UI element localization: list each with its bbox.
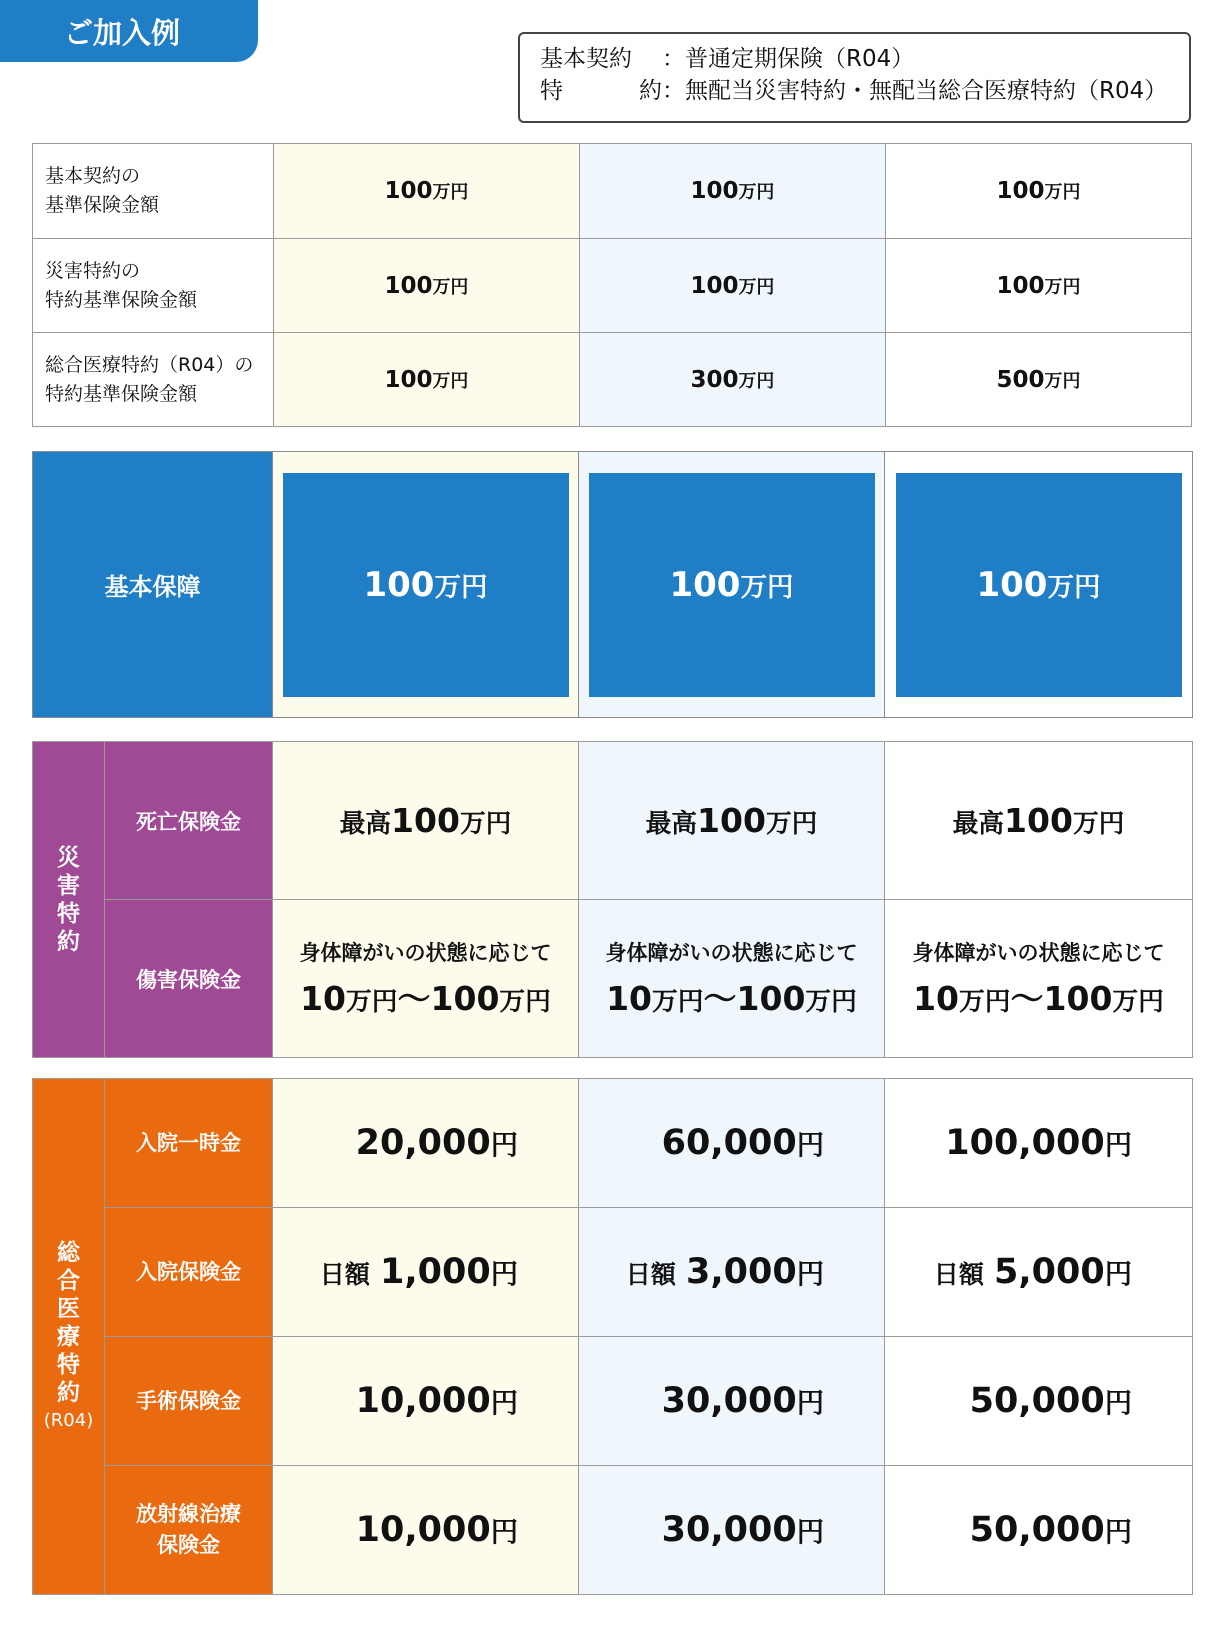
range-sep: ～ [1010, 979, 1044, 1018]
daily-prefix: 日額 [319, 1260, 370, 1289]
injury-note: 身体障がいの状態に応じて [912, 941, 1165, 965]
unit: 万円 [432, 370, 469, 392]
benefit-cell [273, 1208, 579, 1337]
benefit-cell [885, 1466, 1193, 1595]
benefit-label [105, 1337, 273, 1466]
amount-value: 60,000 [661, 1123, 797, 1163]
base-amount-table [32, 143, 1192, 427]
unit: 円 [1104, 1388, 1132, 1419]
unit: 万円 [738, 370, 775, 392]
contract-rider-key [540, 75, 662, 107]
table-row [33, 1466, 1193, 1595]
unit: 万円 [959, 987, 1011, 1017]
unit: 万円 [499, 987, 551, 1017]
contract-base-row [540, 43, 1189, 75]
table-row [33, 1208, 1193, 1337]
amount-value: 3,000 [685, 1252, 797, 1292]
unit: 万円 [1047, 572, 1101, 603]
basic-coverage-box [896, 473, 1182, 697]
row-label-line: 特約基準保険金額 [45, 382, 198, 405]
amount-value: 100 [996, 178, 1045, 204]
vertical-char: 害 [57, 872, 80, 899]
amount-cell [273, 144, 579, 239]
amount-value: 30,000 [661, 1510, 797, 1550]
table-row [33, 900, 1193, 1058]
disaster-rider-table [32, 741, 1193, 1058]
amount-value: 50,000 [969, 1381, 1105, 1421]
medical-rider-table [32, 1078, 1193, 1595]
amount-value: 100 [690, 178, 739, 204]
amount-value: 100 [976, 564, 1048, 605]
contract-colon: ： [662, 46, 685, 72]
vertical-char: 約 [57, 1379, 80, 1406]
vertical-sub: (R04) [43, 1409, 94, 1431]
amount-cell [579, 333, 885, 427]
row-label [33, 144, 274, 239]
row-label-line: 特約基準保険金額 [45, 288, 198, 311]
benefit-cell [579, 1079, 885, 1208]
amount-value: 5,000 [993, 1252, 1105, 1292]
disaster-rider-category [33, 742, 105, 1058]
benefit-cell [885, 1337, 1193, 1466]
unit: 万円 [805, 987, 857, 1017]
unit: 円 [490, 1130, 518, 1161]
unit: 円 [1104, 1130, 1132, 1161]
amount-cell [885, 144, 1191, 239]
amount-value: 100 [1004, 801, 1073, 840]
amount-value: 100,000 [945, 1123, 1105, 1163]
amount-value: 20,000 [355, 1123, 491, 1163]
amount-cell [885, 239, 1191, 333]
amount-cell [579, 239, 885, 333]
unit: 円 [796, 1130, 824, 1161]
unit: 円 [490, 1259, 518, 1290]
table-row [33, 1337, 1193, 1466]
max-prefix: 最高 [339, 809, 392, 839]
unit: 万円 [432, 276, 469, 298]
row-label-line: 総合医療特約（R04）の [45, 353, 254, 376]
vertical-char: 療 [57, 1323, 80, 1350]
vertical-char: 医 [57, 1295, 80, 1322]
range-max: 100 [1043, 979, 1113, 1018]
vertical-label [33, 844, 104, 956]
max-prefix: 最高 [952, 809, 1005, 839]
range-sep: ～ [397, 979, 431, 1018]
contract-base-key: 基本契約 [540, 46, 632, 72]
range-max: 100 [736, 979, 806, 1018]
contract-rider-value: 無配当災害特約・無配当総合医療特約（R04） [685, 78, 1168, 104]
unit: 万円 [1044, 276, 1081, 298]
benefit-label-text: 入院一時金 [136, 1130, 241, 1155]
amount-value: 100 [697, 801, 766, 840]
contract-base-value: 普通定期保険（R04） [685, 46, 915, 72]
vertical-label [33, 1239, 104, 1435]
unit: 円 [490, 1517, 518, 1548]
unit: 円 [1104, 1259, 1132, 1290]
unit: 万円 [1044, 370, 1081, 392]
amount-value: 30,000 [661, 1381, 797, 1421]
amount-value: 10,000 [355, 1510, 491, 1550]
death-benefit-cell [885, 742, 1193, 900]
daily-prefix: 日額 [625, 1260, 676, 1289]
medical-rider-category [33, 1079, 105, 1595]
benefit-cell [273, 1337, 579, 1466]
range-min: 10 [606, 979, 653, 1018]
table-row [33, 1079, 1193, 1208]
row-label-line: 基本契約の [45, 165, 141, 187]
injury-range [579, 973, 884, 1020]
injury-note: 身体障がいの状態に応じて [299, 941, 552, 965]
amount-value: 500 [996, 366, 1045, 393]
unit: 万円 [1072, 809, 1125, 839]
injury-benefit-cell [579, 900, 885, 1058]
table-row [33, 144, 1192, 239]
range-max: 100 [430, 979, 500, 1018]
unit: 万円 [459, 809, 512, 839]
amount-value: 300 [690, 366, 739, 393]
contract-rider-key-char2: 約 [639, 78, 662, 104]
amount-value: 100 [669, 564, 741, 605]
benefit-cell [885, 1079, 1193, 1208]
benefit-cell [579, 1337, 885, 1466]
example-tab-label: ご加入例 [63, 15, 180, 50]
injury-benefit-cell [885, 900, 1193, 1058]
table-row [33, 742, 1193, 900]
benefit-cell [273, 1466, 579, 1595]
row-label-line: 災害特約の [45, 259, 141, 282]
amount-value: 100 [996, 272, 1045, 299]
injury-note: 身体障がいの状態に応じて [605, 941, 858, 965]
amount-value: 100 [363, 564, 435, 605]
contract-colon: ： [662, 78, 685, 104]
basic-coverage-cell [273, 452, 579, 718]
death-benefit-label: 死亡保険金 [105, 742, 273, 900]
benefit-label-text: 入院保険金 [136, 1259, 241, 1284]
unit: 万円 [346, 987, 398, 1017]
unit: 万円 [1112, 987, 1164, 1017]
benefit-label-text: 保険金 [157, 1533, 220, 1557]
basic-coverage-cell [885, 452, 1193, 718]
unit: 万円 [652, 987, 704, 1017]
range-min: 10 [913, 979, 960, 1018]
row-label [33, 333, 274, 427]
basic-coverage-cell [579, 452, 885, 718]
vertical-char: 合 [57, 1267, 80, 1294]
table-row [33, 239, 1192, 333]
daily-prefix: 日額 [933, 1260, 984, 1289]
benefit-label [105, 1466, 273, 1595]
amount-cell [579, 144, 885, 239]
row-label-line: 基準保険金額 [45, 194, 160, 216]
benefit-cell [579, 1208, 885, 1337]
unit: 万円 [738, 182, 775, 203]
unit: 万円 [740, 572, 794, 603]
amount-value: 1,000 [379, 1252, 491, 1292]
amount-value: 100 [384, 366, 433, 393]
benefit-label [105, 1208, 273, 1337]
unit: 円 [1104, 1517, 1132, 1548]
benefit-cell [273, 1079, 579, 1208]
row-label [33, 239, 274, 333]
amount-value: 10,000 [355, 1381, 491, 1421]
contract-rider-row [540, 75, 1189, 107]
amount-value: 100 [384, 272, 433, 299]
basic-coverage-box [283, 473, 569, 697]
basic-coverage-label: 基本保障 [33, 452, 273, 718]
benefit-label-text: 手術保険金 [136, 1388, 241, 1413]
unit: 万円 [765, 809, 818, 839]
amount-value: 100 [384, 178, 433, 204]
amount-value: 50,000 [969, 1510, 1105, 1550]
unit: 円 [796, 1517, 824, 1548]
vertical-char: 総 [57, 1239, 80, 1266]
injury-range [885, 973, 1192, 1020]
range-sep: ～ [703, 979, 737, 1018]
benefit-cell [579, 1466, 885, 1595]
basic-coverage-box [589, 473, 875, 697]
unit: 万円 [434, 572, 488, 603]
unit: 円 [796, 1259, 824, 1290]
vertical-char: 特 [57, 900, 80, 927]
vertical-char: 約 [57, 928, 80, 955]
range-min: 10 [300, 979, 347, 1018]
amount-value: 100 [690, 272, 739, 299]
amount-cell [273, 333, 579, 427]
injury-benefit-cell [273, 900, 579, 1058]
max-prefix: 最高 [645, 809, 698, 839]
table-row [33, 333, 1192, 427]
unit: 円 [490, 1388, 518, 1419]
amount-value: 100 [391, 801, 460, 840]
vertical-char: 災 [57, 844, 80, 871]
contract-rider-key-char1: 特 [540, 78, 563, 104]
benefit-label [105, 1079, 273, 1208]
injury-range [273, 973, 578, 1020]
death-benefit-cell [579, 742, 885, 900]
unit: 円 [796, 1388, 824, 1419]
unit: 万円 [738, 276, 775, 298]
contract-summary-box [518, 32, 1191, 123]
basic-coverage-table [32, 451, 1193, 718]
example-tab [0, 0, 258, 62]
unit: 万円 [1044, 182, 1081, 203]
unit: 万円 [432, 182, 469, 203]
table-row [33, 452, 1193, 718]
injury-benefit-label: 傷害保険金 [105, 900, 273, 1058]
benefit-label-text: 放射線治療 [136, 1502, 241, 1526]
death-benefit-cell [273, 742, 579, 900]
benefit-cell [885, 1208, 1193, 1337]
amount-cell [885, 333, 1191, 427]
vertical-char: 特 [57, 1351, 80, 1378]
amount-cell [273, 239, 579, 333]
